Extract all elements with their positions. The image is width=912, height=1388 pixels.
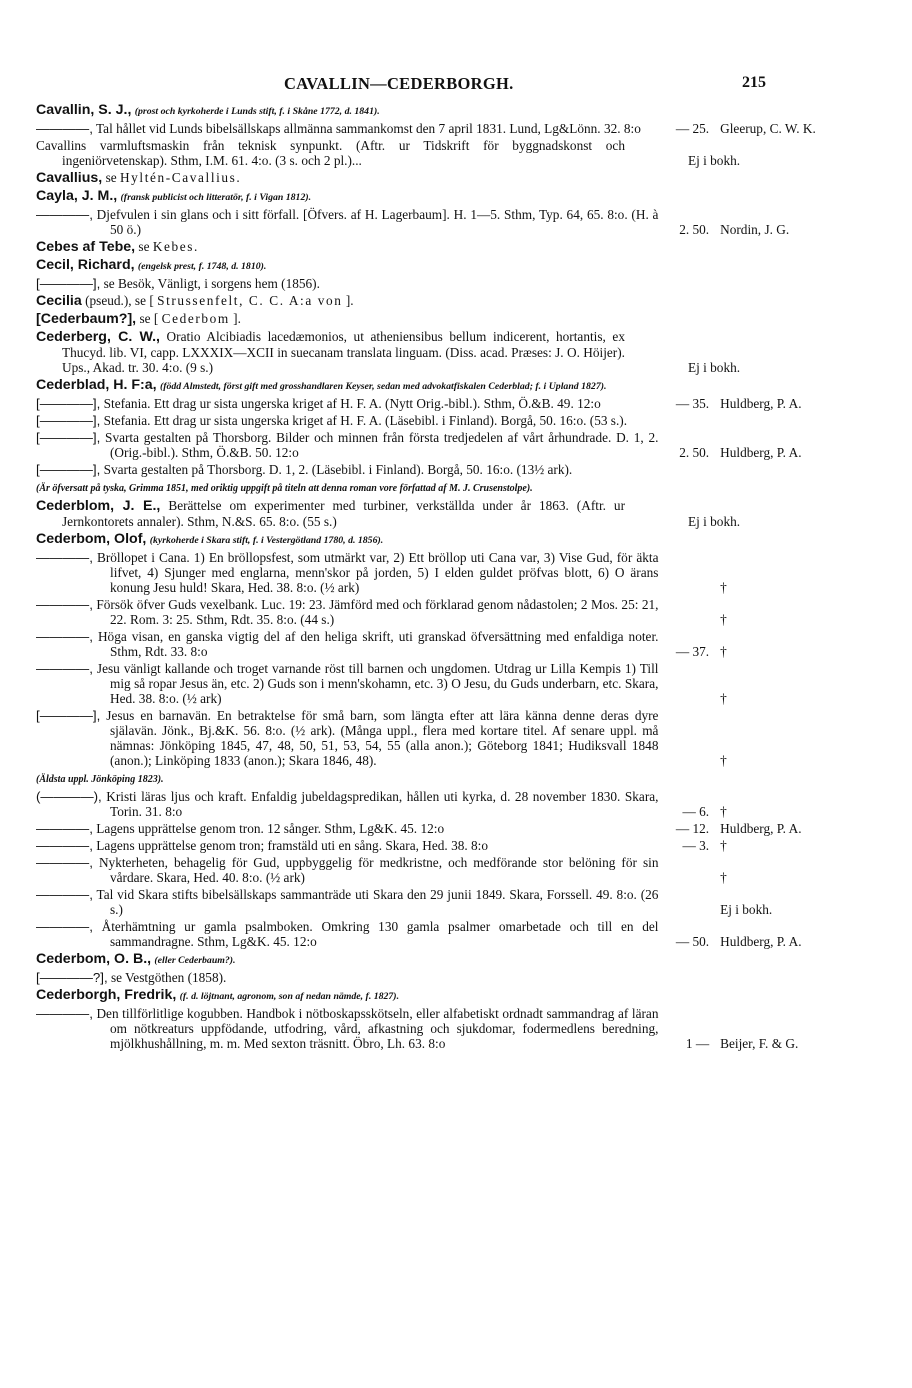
catalog-entry — [36, 329, 876, 375]
catalog-entry — [36, 413, 876, 428]
page-header — [0, 74, 912, 98]
catalog-entry — [36, 257, 876, 274]
entry-price: — 12. — [675, 821, 710, 836]
entry-price: — 37. — [675, 644, 710, 659]
entry-text — [36, 138, 625, 168]
catalog-entry — [36, 396, 876, 411]
entry-dash: (————), — [36, 789, 102, 804]
author-note: (född Almstedt, först gift med grosshandlaren Keyser, sedan med advokatfiskalen Cederblad; f. i Upland 1827). — [159, 381, 607, 392]
entry-text — [36, 276, 658, 291]
catalog-entry — [36, 170, 876, 186]
entry-body: Försök öfver Guds vexelbank. Luc. 19: 23. Jämförd med och förklarad genom nådastolen; 2 Mos. 25: 21, 22. Rom. 3: 25. Sthm, Rdt. 35. 8:o. (44 s.) — [96, 597, 659, 627]
entry-body: Den tillförlitlige kogubben. Handbok i nötboskapsskötseln, eller alfabetiskt ordnadt sammandrag af läran om nötkreaturs uppfödande, utfodring, vård, afkastning och sjukdomar, fodermedlens beredning, mjölkhushållning, m. m. Med sexton träsnitt. Öbro, Lh. 63. 8:o — [96, 1006, 659, 1051]
entry-body: Kristi läras ljus och kraft. Enfaldig jubeldagspredikan, hållen uti kyrka, d. 28 november 1830. Skara, Torin. 31. 8:o — [106, 789, 659, 819]
catalog-entry — [36, 531, 876, 548]
entry-body: Stefania. Ett drag ur sista ungerska kriget af H. F. A. (Läsebibl. i Finland). Borgå, 50. 16:o. (53 s.). — [103, 413, 628, 428]
catalog-entry — [36, 498, 876, 529]
entry-text — [36, 1006, 658, 1051]
entry-text — [36, 170, 625, 186]
entry-text — [36, 855, 658, 885]
entry-heading: Cederblom, J. E., — [36, 498, 161, 514]
catalog-entry — [36, 770, 876, 787]
entry-seller: Nordin, J. G. — [720, 222, 790, 237]
entry-text — [36, 293, 625, 309]
catalog-entry — [36, 138, 876, 168]
catalog-entry — [36, 987, 876, 1004]
entry-dash: [————], — [36, 413, 101, 428]
entry-seller: † — [720, 753, 727, 768]
catalog-entry — [36, 430, 876, 460]
entry-seller: Huldberg, P. A. — [720, 396, 802, 411]
entry-dash: ————, — [36, 629, 93, 644]
entry-dash: ————, — [36, 887, 93, 902]
entry-heading: Cecilia — [36, 293, 82, 309]
entry-body: Höga visan, en ganska vigtig del af den heliga skrift, uti granskad öfversättning med enfaldiga noter. Sthm, Rdt. 33. 8:o — [97, 629, 659, 659]
catalog-entry — [36, 597, 876, 627]
catalog-entry — [36, 951, 876, 968]
entry-seller: † — [720, 838, 727, 853]
entry-dash: ————, — [36, 855, 93, 870]
entry-seller: † — [720, 612, 727, 627]
entry-heading: Cederberg, C. W., — [36, 329, 160, 345]
entry-text — [36, 887, 658, 917]
entry-heading: Cederborgh, Fredrik, — [36, 987, 177, 1003]
entry-price: — 50. — [675, 934, 710, 949]
entry-text — [36, 188, 625, 205]
catalog-entry — [36, 479, 876, 496]
catalog-entry — [36, 661, 876, 706]
entry-seller: † — [720, 870, 727, 885]
entry-seller: Ej i bokh. — [720, 902, 773, 917]
entry-heading: Cecil, Richard, — [36, 257, 135, 273]
entry-ref-end: ]. — [345, 293, 354, 308]
entry-price: 2. 50. — [679, 222, 710, 237]
catalog-entry — [36, 1006, 876, 1051]
entry-note: (Äldsta uppl. Jönköping 1823). — [36, 774, 164, 785]
catalog-entry — [36, 708, 876, 768]
entry-body: Jesus en barnavän. En betraktelse för små barn, som längta efter att lära känna denne deras dyre själavän. Jönk., Bj.&K. 56. 8:o. (½ ark). (Många uppl., flera med kortare titel. Af senare uppl. må nämnas: Jönköping 1845, 47, 48, 50, 51, 53, 54, 55 (alla anon.); Göteborg 1841; Hudiksvall 1848 (anon.); Linköping 1833 (anon.); Skara 1846, 48). — [106, 708, 659, 768]
entry-heading: Cayla, J. M., — [36, 188, 118, 204]
entry-dash: ————, — [36, 919, 93, 934]
page-number: 215 — [742, 74, 766, 91]
entry-seller: Ej i bokh. — [688, 153, 741, 168]
catalog-entry — [36, 207, 876, 237]
entry-text — [36, 479, 625, 496]
entry-body: Stefania. Ett drag ur sista ungerska kriget af H. F. A. (Nytt Orig.-bibl.). Sthm, Ö.&B. 49. 12:o — [103, 396, 601, 411]
entry-text — [36, 329, 625, 375]
catalog-entry — [36, 629, 876, 659]
author-note: (prost och kyrkoherde i Lunds stift, f. i Skåne 1772, d. 1841). — [134, 106, 380, 117]
entry-heading: Cavallin, S. J., — [36, 102, 132, 118]
entry-text — [36, 550, 658, 595]
entry-seller: Huldberg, P. A. — [720, 445, 802, 460]
entry-price: 1 — — [685, 1036, 710, 1051]
entry-heading: Cavallius, — [36, 170, 103, 186]
entry-text — [36, 597, 658, 627]
entry-dash: ————, — [36, 207, 93, 222]
entry-heading: Cederblad, H. F:a, — [36, 377, 157, 393]
catalog-entry — [36, 919, 876, 949]
entry-price: — 6. — [682, 804, 710, 819]
entry-xref: Hyltén-Cavallius. — [119, 170, 242, 185]
entry-dash: ————, — [36, 550, 93, 565]
entry-dash: [————], — [36, 396, 101, 411]
entry-seller: Gleerup, C. W. K. — [720, 121, 816, 136]
entry-dash: ————, — [36, 838, 93, 853]
entry-note: (Är öfversatt på tyska, Grimma 1851, med oriktig uppgift på titeln att denna roman vore författad af M. J. Crusenstolpe). — [36, 483, 533, 494]
entry-dash: ————, — [36, 661, 93, 676]
entry-seller: Beijer, F. & G. — [720, 1036, 799, 1051]
entry-dash: [————?], — [36, 970, 108, 985]
entry-text — [36, 377, 625, 394]
entry-ref-end: ]. — [233, 311, 241, 326]
entry-body: Cavallins varmluftsmaskin från teknisk synpunkt. (Aftr. ur Tidskrift för byggnadskonst och ingeniörvetenskap). Sthm, I.M. 61. 4:o. (3 s. och 2 pl.)... — [36, 138, 625, 168]
entry-text — [36, 629, 658, 659]
entry-text — [36, 951, 625, 968]
entry-dash: ————, — [36, 597, 93, 612]
entry-body: Oratio Alcibiadis lacedæmonios, ut atheniensibus bellum indicerent, hortantis, ex Thucyd. lib. VI, capp. LXXXIX—XCII in suecanam translata linguam. (Diss. acad. Præses: J. O. Höijer). Ups., Akad. tr. 30. 4:o. (9 s.) — [62, 329, 625, 375]
entry-dash: [————], — [36, 430, 101, 445]
entry-seller: † — [720, 804, 727, 819]
entry-xref: Kebes. — [152, 239, 199, 254]
entry-body: Tal hållet vid Lunds bibelsällskaps allmänna sammankomst den 7 april 1831. Lund, Lg&Lönn. 32. 8:o — [95, 121, 641, 136]
entry-heading: Cebes af Tebe, — [36, 239, 136, 255]
catalog-entry — [36, 550, 876, 595]
entry-text — [36, 821, 658, 836]
author-note: (kyrkoherde i Skara stift, f. i Vestergötland 1780, d. 1856). — [149, 535, 384, 546]
entry-body: Bröllopet i Cana. 1) En bröllopsfest, som utmärkt var, 2) Ett bröllop uti Cana var, 3) Vise Gud, för äkta lifvet, 4) Sjunger med englarna, menn'skor på jorden, 5) I elden guldet pröfvas blott, 6) O ärans konung Jesu huld! Skara, Hed. 38. 8:o. (½ ark) — [96, 550, 659, 595]
entry-price: — 25. — [675, 121, 710, 136]
entry-text — [36, 102, 625, 119]
entry-price: — 3. — [682, 838, 710, 853]
entry-text — [36, 498, 625, 529]
entry-text — [36, 121, 658, 136]
entry-text — [36, 838, 658, 853]
entry-dash: [————], — [36, 462, 101, 477]
entry-seller: Huldberg, P. A. — [720, 934, 802, 949]
entry-text — [36, 770, 625, 787]
entry-list — [36, 102, 876, 1053]
entry-dash: ————, — [36, 821, 93, 836]
entry-text — [36, 661, 658, 706]
entry-heading: [Cederbaum?], — [36, 311, 137, 327]
page-title: CAVALLIN—CEDERBORGH. — [284, 74, 514, 93]
entry-dash: ————, — [36, 121, 93, 136]
catalog-entry — [36, 462, 876, 477]
catalog-entry — [36, 821, 876, 836]
catalog-entry — [36, 188, 876, 205]
entry-price: — 35. — [675, 396, 710, 411]
entry-text — [36, 239, 625, 255]
catalog-entry — [36, 789, 876, 819]
entry-seller: Huldberg, P. A. — [720, 821, 802, 836]
catalog-entry — [36, 293, 876, 309]
entry-body: Djefvulen i sin glans och i sitt förfall. [Öfvers. af H. Lagerbaum]. H. 1—5. Sthm, Typ. 64, 65. 8:o. (H. à 50 ö.) — [96, 207, 659, 237]
entry-ref: se — [105, 170, 117, 185]
entry-text — [36, 987, 625, 1004]
catalog-entry — [36, 838, 876, 853]
entry-dash: ————, — [36, 1006, 93, 1021]
catalog-entry — [36, 377, 876, 394]
entry-heading: Cederbom, O. B., — [36, 951, 152, 967]
catalog-entry — [36, 121, 876, 136]
entry-seller: Ej i bokh. — [688, 360, 741, 375]
entry-body: Tal vid Skara stifts bibelsällskaps sammanträde uti Skara den 29 junii 1849. Skara, Forssell. 49. 8:o. (26 s.) — [96, 887, 659, 917]
entry-body: Nykterheten, behagelig för Gud, uppbyggelig för medkristne, och medförande stor belöning för sin vårdare. Skara, Hed. 40. 8:o. (½ ark) — [98, 855, 659, 885]
entry-seller: † — [720, 691, 727, 706]
author-note: (eller Cederbaum?). — [154, 955, 236, 966]
catalog-entry — [36, 970, 876, 985]
entry-text — [36, 311, 625, 327]
catalog-entry — [36, 855, 876, 885]
author-note: (fransk publicist och litteratör, f. i Vigan 1812). — [120, 192, 312, 203]
entry-seller: Ej i bokh. — [688, 514, 741, 529]
entry-text — [36, 531, 625, 548]
catalog-entry — [36, 102, 876, 119]
entry-body: Lagens upprättelse genom tron. 12 sånger. Sthm, Lg&K. 45. 12:o — [96, 821, 445, 836]
entry-text — [36, 430, 658, 460]
entry-body: Lagens upprättelse genom tron; framstäld uti en sång. Skara, Hed. 38. 8:o — [96, 838, 489, 853]
entry-text — [36, 789, 658, 819]
catalog-entry — [36, 276, 876, 291]
entry-body: se Vestgöthen (1858). — [111, 970, 227, 985]
catalog-entry — [36, 311, 876, 327]
entry-xref: Cederbom — [161, 311, 230, 326]
entry-body: se Besök, Vänligt, i sorgens hem (1856). — [103, 276, 320, 291]
entry-text — [36, 413, 658, 428]
entry-text — [36, 970, 658, 985]
entry-body: Berättelse om experimenter med turbiner, verkställda under år 1863. (Aftr. ur Jernkontorets annaler). Sthm, N.&S. 65. 8:o. (55 s.) — [62, 498, 626, 529]
catalog-entry — [36, 887, 876, 917]
entry-text — [36, 257, 625, 274]
author-note: (f. d. löjtnant, agronom, son af nedan nämde, f. 1827). — [179, 991, 400, 1002]
entry-seller: † — [720, 580, 727, 595]
entry-text — [36, 919, 658, 949]
entry-body: Jesu vänligt kallande och troget varnande röst till barnen och ungdomen. Utdrag ur Lilla Kempis 1) Till mig så ropar Jesus än, etc. 2) Guds son i menn'skohamn, etc. 3) O Jesu, du Guds underbarn, etc. Skara, Hed. 38. 8:o. (½ ark) — [96, 661, 659, 706]
entry-text — [36, 708, 658, 768]
catalog-entry — [36, 239, 876, 255]
entry-heading: Cederbom, Olof, — [36, 531, 147, 547]
entry-body: Svarta gestalten på Thorsborg. D. 1, 2. (Läsebibl. i Finland). Borgå, 50. 16:o. (13½ ark). — [103, 462, 573, 477]
entry-ref: se — [138, 239, 150, 254]
entry-body: Svarta gestalten på Thorsborg. Bilder och minnen från första tredjedelen af vårt århundrade. D. 1, 2. (Orig.-bibl.). Sthm, Ö.&B. 50. 12:o — [105, 430, 659, 460]
entry-dash: [————], — [36, 276, 101, 291]
entry-ref: (pseud.), se [ — [85, 293, 154, 308]
author-note: (engelsk prest, f. 1748, d. 1810). — [137, 261, 267, 272]
entry-seller: † — [720, 644, 727, 659]
entry-text — [36, 207, 658, 237]
entry-text — [36, 396, 658, 411]
entry-ref: se [ — [139, 311, 159, 326]
entry-xref: Strussenfelt, C. C. A:a von — [157, 293, 343, 308]
entry-text — [36, 462, 658, 477]
entry-body: Återhämtning ur gamla psalmboken. Omkring 130 gamla psalmer omarbetade och till en del sammandragne. Sthm, Lg&K. 45. 12:o — [101, 919, 659, 949]
entry-price: 2. 50. — [679, 445, 710, 460]
entry-dash: [————], — [36, 708, 101, 723]
